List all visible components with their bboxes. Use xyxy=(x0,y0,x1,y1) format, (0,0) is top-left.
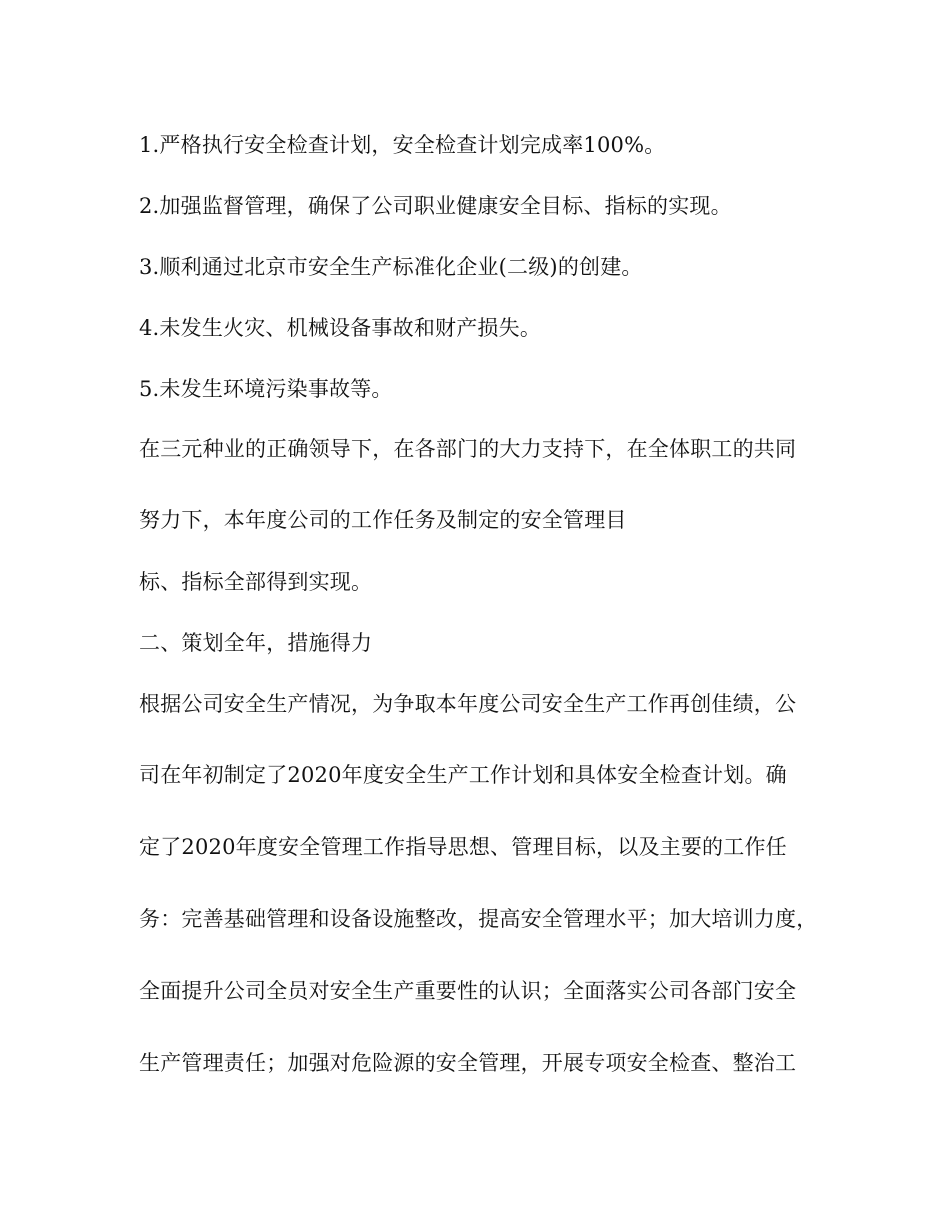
body-paragraph-line-5: 全面提升公司全员对安全生产重要性的认识；全面落实公司各部门安全 xyxy=(139,979,797,1003)
body-paragraph-line-4: 务：完善基础管理和设备设施整改，提高安全管理水平；加大培训力度， xyxy=(139,907,818,931)
achievement-item-5: 5.未发生环境污染事故等。 xyxy=(139,377,393,401)
achievement-item-2: 2.加强监督管理，确保了公司职业健康安全目标、指标的实现。 xyxy=(139,194,732,218)
body-paragraph-line-6: 生产管理责任；加强对危险源的安全管理，开展专项安全检查、整治工 xyxy=(139,1051,797,1075)
achievement-item-4: 4.未发生火灾、机械设备事故和财产损失。 xyxy=(139,316,542,340)
body-paragraph-line-3: 定了2020年度安全管理工作指导思想、管理目标，以及主要的工作任 xyxy=(139,835,787,859)
summary-paragraph-line-3: 标、指标全部得到实现。 xyxy=(139,570,373,594)
summary-paragraph-line-2: 努力下，本年度公司的工作任务及制定的安全管理目 xyxy=(139,508,627,532)
section-heading: 二、策划全年，措施得力 xyxy=(139,631,373,655)
summary-paragraph-line-1: 在三元种业的正确领导下，在各部门的大力支持下，在全体职工的共同 xyxy=(139,437,797,461)
achievement-item-3: 3.顺利通过北京市安全生产标准化企业(二级)的创建。 xyxy=(139,255,643,279)
body-paragraph-line-2: 司在年初制定了2020年度安全生产工作计划和具体安全检查计划。确 xyxy=(139,763,787,787)
body-paragraph-line-1: 根据公司安全生产情况，为争取本年度公司安全生产工作再创佳绩，公 xyxy=(139,692,797,716)
achievement-item-1: 1.严格执行安全检查计划，安全检查计划完成率100%。 xyxy=(139,133,666,157)
